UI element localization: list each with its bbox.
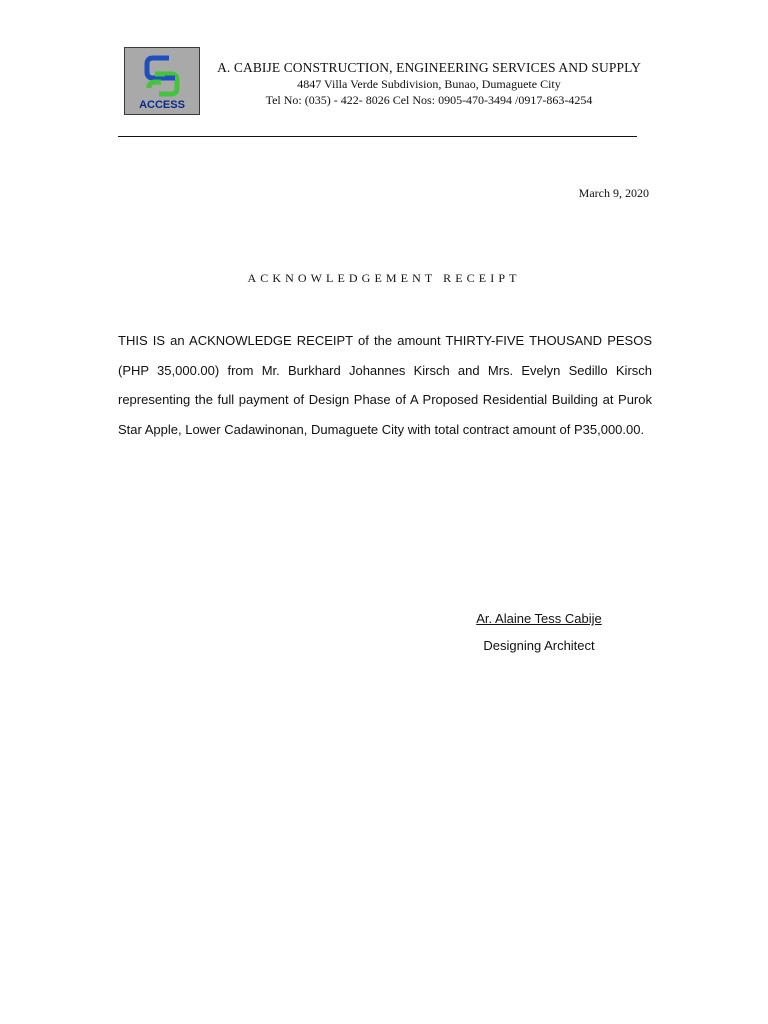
company-name: A. CABIJE CONSTRUCTION, ENGINEERING SERVICES AND SUPPLY: [217, 60, 641, 75]
document-title: ACKNOWLEDGEMENT RECEIPT: [247, 271, 521, 285]
logo-text: ACCESS: [139, 99, 185, 111]
document-date: March 9, 2020: [578, 186, 649, 200]
company-address: 4847 Villa Verde Subdivision, Bunao, Dumaguete City: [297, 77, 561, 91]
letterhead: [210, 60, 648, 108]
company-contact: Tel No: (035) - 422- 8026 Cel Nos: 0905-470-3494 /0917-863-4254: [265, 93, 593, 107]
letterhead-divider: [118, 136, 637, 137]
company-logo: [124, 47, 200, 115]
signatory-name: Ar. Alaine Tess Cabije: [476, 611, 602, 626]
receipt-body: THIS IS an ACKNOWLEDGE RECEIPT of the amount THIRTY-FIVE THOUSAND PESOS (PHP 35,000.00) from Mr. Burkhard Johannes Kirsch and Mrs. Evelyn Sedillo Kirsch representing the full payment of Design Phase of A Proposed Residential Building at Purok Star Apple, Lower Cadawinonan, Dumaguete City with total contract amount of P35,000.00.: [118, 333, 652, 437]
access-logo-icon: [125, 48, 199, 114]
signatory-title: Designing Architect: [483, 638, 595, 653]
